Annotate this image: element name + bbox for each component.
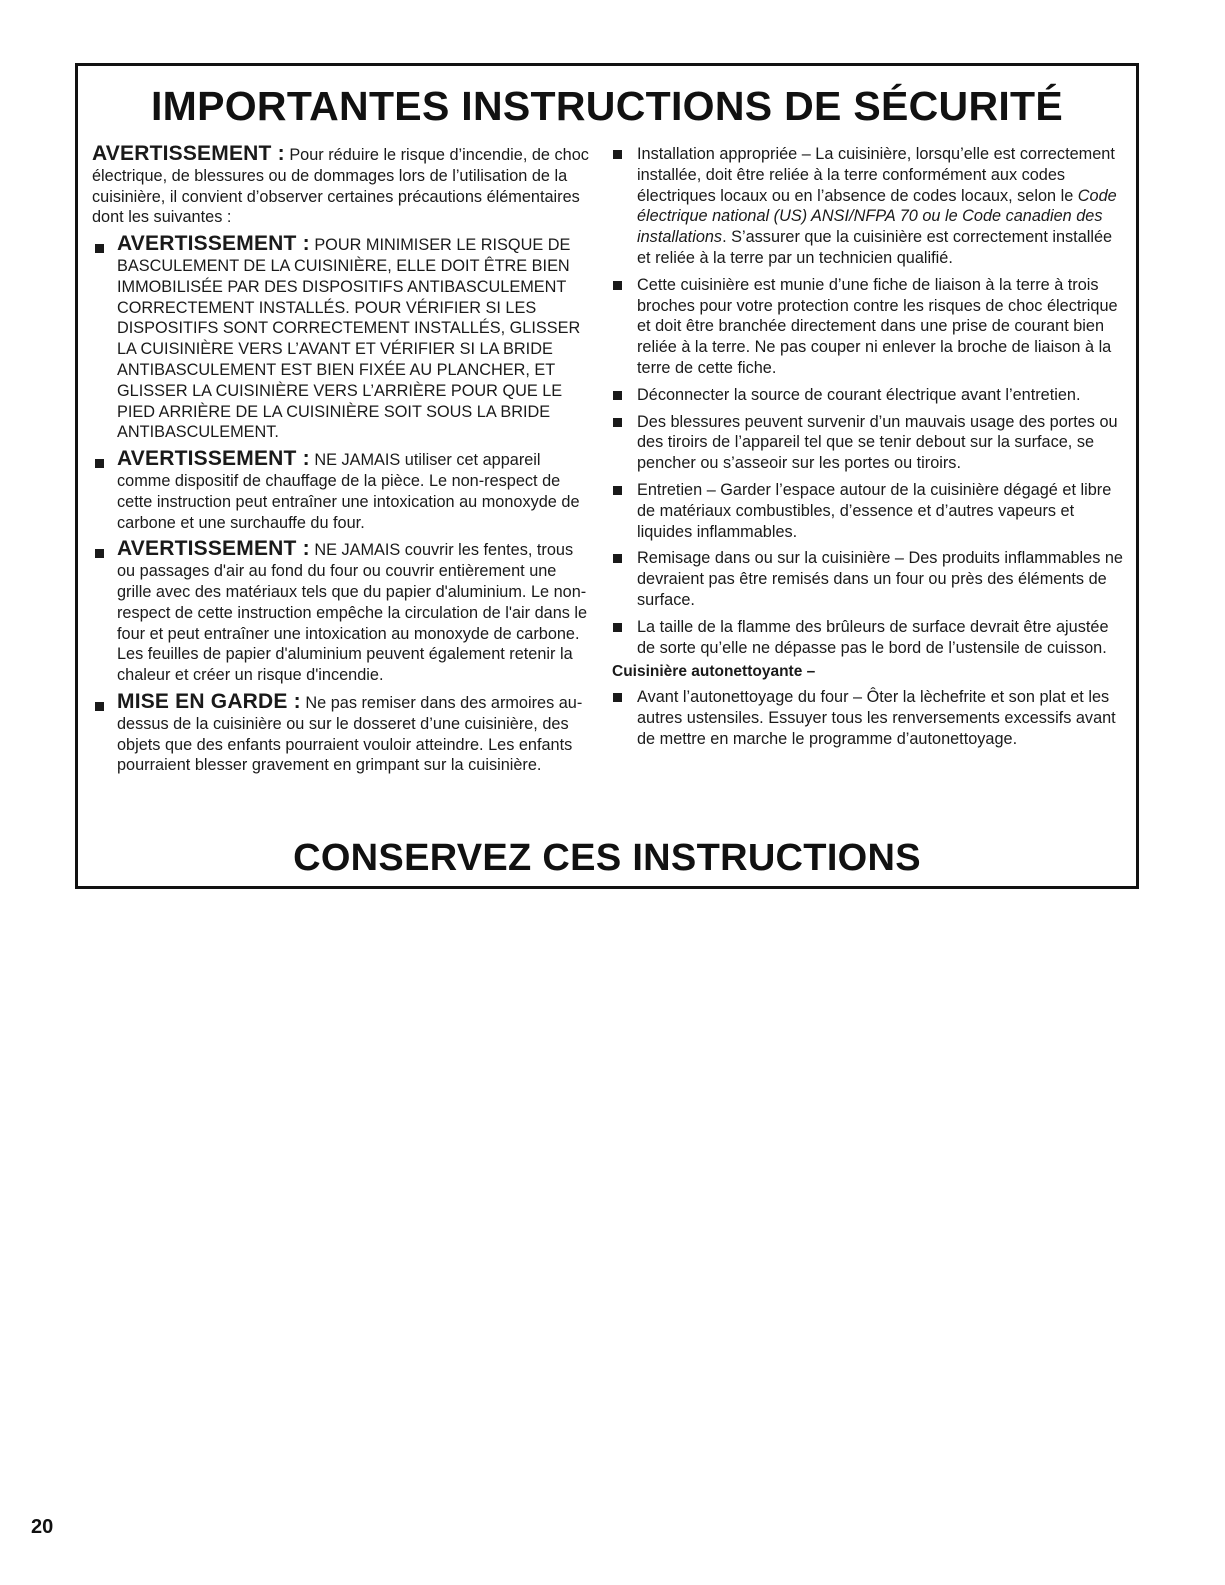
- list-item-disconnect: [612, 385, 1127, 406]
- save-instructions-title: CONSERVEZ CES INSTRUCTIONS: [293, 837, 921, 879]
- list-item-storage: [612, 548, 1127, 610]
- bullet-square-icon: [613, 486, 622, 495]
- safety-instructions-box: [75, 63, 1139, 889]
- list-item-doors: [612, 412, 1127, 474]
- warning-keyword: AVERTISSEMENT :: [117, 447, 310, 471]
- item-italic-text: Code électrique national (US) ANSI/NFPA 70 ou le Code canadien des installations: [637, 186, 1117, 247]
- list-item-maintenance: [612, 480, 1127, 542]
- warning-item-tip: [92, 234, 594, 443]
- bullet-square-icon: [613, 693, 622, 702]
- intro-paragraph: [92, 144, 594, 228]
- item-tail-text: . S’assurer que la cuisinière est correctement installée et reliée à la terre par un technicien qualifié.: [637, 228, 1113, 267]
- bullet-square-icon: [613, 623, 622, 632]
- bullet-square-icon: [95, 459, 104, 468]
- bullet-square-icon: [613, 281, 622, 290]
- item-text: Remisage dans ou sur la cuisinière – Des produits inflammables ne devraient pas être remisés dans un four ou près des éléments de surface.: [637, 549, 1123, 609]
- item-text: Des blessures peuvent survenir d’un mauvais usage des portes ou des tiroirs de l’appareil tel que se tenir debout sur la surface, se pencher ou s’asseoir sur les portes ou tiroirs.: [637, 412, 1118, 473]
- item-text: La taille de la flamme des brûleurs de surface devrait être ajustée de sorte qu’elle ne dépasse pas le bord de l’ustensile de cuisson.: [637, 617, 1109, 657]
- intro-text: Pour réduire le risque d’incendie, de choc électrique, de blessures ou de dommages lors de l’utilisation de la cuisinière, il convient d’observer certaines précautions élémentaires dont les suivantes :: [92, 146, 589, 227]
- warning-keyword: AVERTISSEMENT :: [117, 537, 310, 561]
- item-text: Entretien – Garder l’espace autour de la cuisinière dégagé et libre de matériaux combustibles, d’essence et d’autres vapeurs et liquides inflammables.: [637, 480, 1112, 541]
- bullet-square-icon: [95, 549, 104, 558]
- warning-keyword: AVERTISSEMENT :: [117, 232, 310, 256]
- intro-keyword: AVERTISSEMENT :: [92, 142, 285, 165]
- self-clean-subhead: Cuisinière autonettoyante –: [612, 663, 816, 681]
- item-text: Avant l’autonettoyage du four – Ôter la lèchefrite et son plat et les autres ustensiles. Essuyer tous les renversements excessifs avant de mettre en marche le programme d’autonettoyage.: [637, 688, 1116, 748]
- right-column: [612, 144, 1127, 750]
- bullet-square-icon: [613, 391, 622, 400]
- bullet-square-icon: [613, 150, 622, 159]
- warning-item-heating: [92, 449, 594, 533]
- bullet-square-icon: [613, 418, 622, 427]
- warning-text: NE JAMAIS utiliser cet appareil comme dispositif de chauffage de la pièce. Le non-respect de cette instruction peut entraîner une intoxication au monoxyde de carbone et une surchauffe du four.: [117, 451, 580, 532]
- item-text: Cette cuisinière est munie d’une fiche de liaison à la terre à trois broches pour votre protection contre les risques de choc électrique et doit être branchée directement dans une prise de courant bien reliée à la terre. Ne pas couper ni enlever la broche de liaison à la terre de cette fiche.: [637, 275, 1118, 377]
- caution-keyword: MISE EN GARDE :: [117, 689, 301, 713]
- warning-item-vents: [92, 539, 594, 686]
- list-item-self-clean: [612, 687, 1127, 749]
- caution-text: Ne pas remiser dans des armoires au-dessus de la cuisinière ou sur le dosseret d’une cuisinière, des objets que des enfants pourraient vouloir atteindre. Les enfants pourraient blesser gravement en grimpant sur la cuisinière.: [117, 693, 583, 775]
- page-number: 20: [31, 1516, 54, 1538]
- bullet-square-icon: [613, 554, 622, 563]
- left-column: [92, 144, 594, 776]
- list-item-flame: [612, 617, 1127, 659]
- bullet-square-icon: [95, 244, 104, 253]
- item-text: Déconnecter la source de courant électrique avant l’entretien.: [637, 385, 1081, 404]
- page-title: IMPORTANTES INSTRUCTIONS DE SÉCURITÉ: [150, 83, 1064, 129]
- item-text: Installation appropriée – La cuisinière, lorsqu’elle est correctement installée, doit être reliée à la terre conformément aux codes électriques locaux ou en l’absence de codes locaux, selon le: [637, 145, 1115, 205]
- bullet-square-icon: [95, 702, 104, 711]
- list-item-plug: [612, 275, 1127, 379]
- warning-text: POUR MINIMISER LE RISQUE DE BASCULEMENT DE LA CUISINIÈRE, ELLE DOIT ÊTRE BIEN IMMOBILISÉE PAR DES DISPOSITIFS ANTIBASCULEMENT CORRECTEMENT INSTALLÉS. POUR VÉRIFIER SI LES DISPOSITIFS SONT CORRECTEMENT INSTALLÉS, GLISSER LA CUISINIÈRE VERS L’AVANT ET VÉRIFIER SI LA BRIDE ANTIBASCULEMENT EST BIEN FIXÉE AU PLANCHER, ET GLISSER LA CUISINIÈRE VERS L’ARRIÈRE POUR QUE LE PIED ARRIÈRE DE LA CUISINIÈRE SOIT SOUS LA BRIDE ANTIBASCULEMENT.: [117, 236, 581, 442]
- caution-item-storage: [92, 689, 594, 776]
- warning-text: NE JAMAIS couvrir les fentes, trous ou passages d'air au fond du four ou couvrir entièrement une grille avec des matériaux tels que du papier d'aluminium. Le non-respect de cette instruction empêche la circulation de l'air dans le four et peut entraîner une intoxication au monoxyde de carbone. Les feuilles de papier d'aluminium peuvent également retenir la chaleur et créer un risque d'incendie.: [117, 541, 588, 685]
- list-item-installation: [612, 144, 1127, 269]
